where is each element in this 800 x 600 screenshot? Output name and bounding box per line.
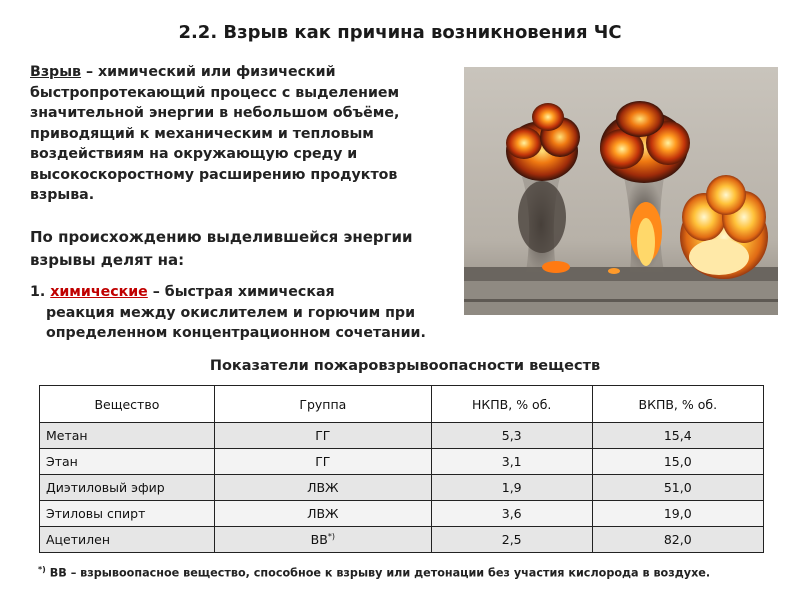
- table-row: [40, 449, 764, 475]
- cell-upper-limit: 15,4: [592, 423, 763, 449]
- group-label: ВВ: [310, 532, 328, 548]
- footnote-text: ВВ – взрывоопасное вещество, способное к взрыву или детонации без участия кислорода в воздухе.: [45, 566, 711, 580]
- definition-term: Взрыв: [30, 64, 82, 80]
- group-label: ЛВЖ: [307, 506, 339, 522]
- cell-substance: Диэтиловый эфир: [40, 475, 215, 501]
- table-caption: Показатели пожаровзрывоопасности веществ: [209, 358, 601, 374]
- cell-substance: Метан: [40, 423, 215, 449]
- header-upper-limit: ВКПВ, % об.: [592, 386, 763, 423]
- item-first-line: – быстрая химическая: [147, 284, 335, 300]
- classification-heading: По происхождению выделившейся энергии взрывы делят на:: [30, 228, 413, 269]
- footnote: [38, 565, 778, 580]
- footnote-marker: *): [38, 565, 46, 574]
- cell-substance: Этан: [40, 449, 215, 475]
- group-label: ЛВЖ: [307, 480, 339, 496]
- cell-upper-limit: 51,0: [592, 475, 763, 501]
- cell-lower-limit: 3,1: [431, 449, 592, 475]
- table-header-row: [40, 386, 764, 423]
- cell-lower-limit: 1,9: [431, 475, 592, 501]
- cell-upper-limit: 15,0: [592, 449, 763, 475]
- cell-lower-limit: 2,5: [431, 527, 592, 553]
- cell-group: [214, 449, 431, 475]
- definition-paragraph: [30, 62, 460, 206]
- cell-upper-limit: 82,0: [592, 527, 763, 553]
- hazard-properties-table: [39, 385, 764, 553]
- header-group: Группа: [214, 386, 431, 423]
- item-number: 1.: [30, 284, 51, 300]
- definition-text: – химический или физический быстропротекающий процесс с выделением значительной энергии в небольшом объёме, приводящий к механическим и тепловым воздействиям на окружающую среду и высокоскоростному расширению продуктов взрыва.: [30, 64, 400, 203]
- cell-upper-limit: 19,0: [592, 501, 763, 527]
- table-row: [40, 527, 764, 553]
- cell-group: [214, 475, 431, 501]
- header-lower-limit: НКПВ, % об.: [431, 386, 592, 423]
- table-row: [40, 423, 764, 449]
- cell-lower-limit: 3,6: [431, 501, 592, 527]
- cell-group: [214, 527, 431, 553]
- header-substance: Вещество: [40, 386, 215, 423]
- table-row: [40, 475, 764, 501]
- group-label: ГГ: [315, 454, 331, 470]
- group-label: ГГ: [315, 428, 331, 444]
- slide-title: 2.2. Взрыв как причина возникновения ЧС: [178, 22, 622, 43]
- cell-group: [214, 423, 431, 449]
- cell-group: [214, 501, 431, 527]
- group-superscript: *): [327, 531, 335, 541]
- cell-substance: Ацетилен: [40, 527, 215, 553]
- table-row: [40, 501, 764, 527]
- cell-lower-limit: 5,3: [431, 423, 592, 449]
- classification-item-chemical: [30, 282, 460, 344]
- item-continuation: реакция между окислителем и горючим при определенном концентрационном сочетании.: [46, 304, 426, 341]
- explosion-photo: [464, 67, 778, 315]
- item-term: химические: [50, 284, 148, 300]
- cell-substance: Этиловы спирт: [40, 501, 215, 527]
